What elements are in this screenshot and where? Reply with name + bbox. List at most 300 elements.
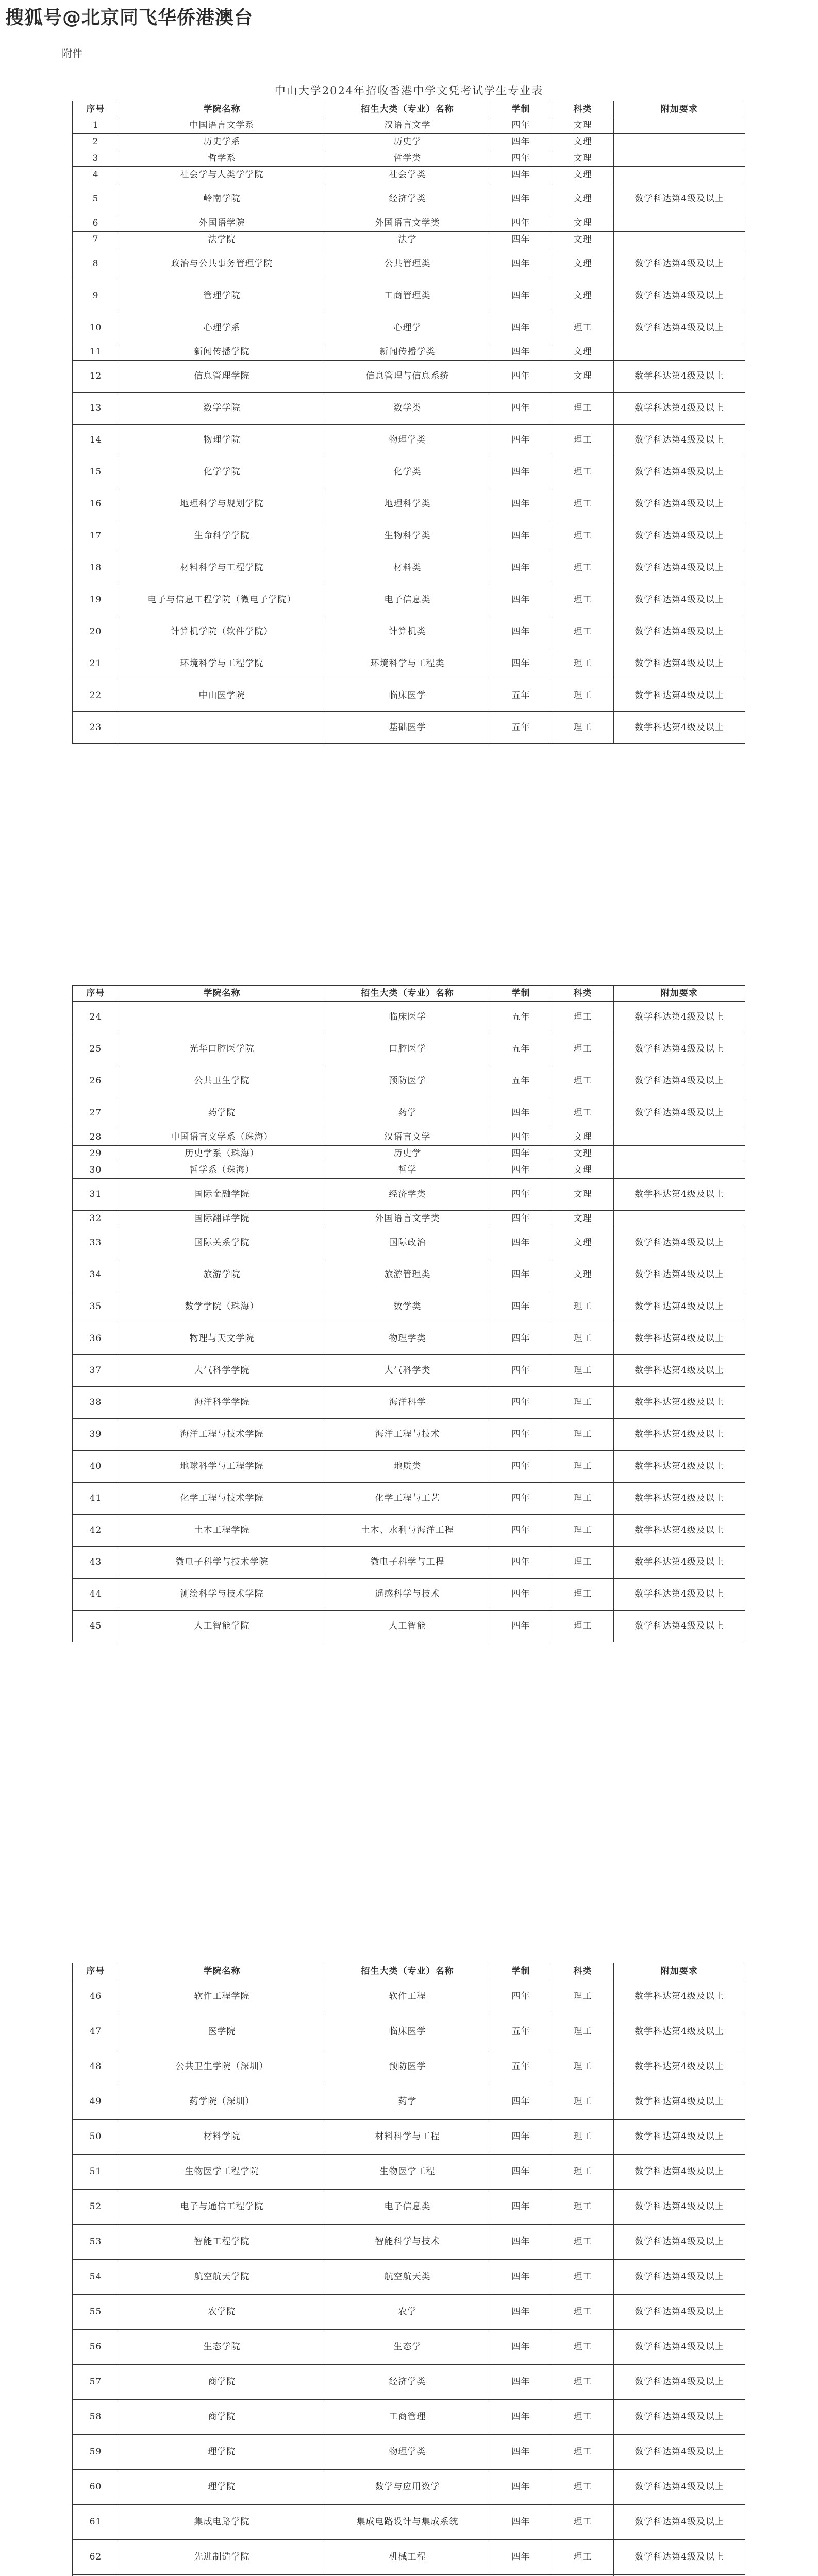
requirement: 数学科达第4级及以上 [614, 1033, 745, 1065]
major-name: 外国语言文学类 [325, 215, 490, 232]
major-name: 药学 [325, 2084, 490, 2120]
table-row [73, 280, 745, 312]
duration: 四年 [490, 2435, 552, 2470]
table-row [73, 1355, 745, 1387]
duration: 四年 [490, 456, 552, 488]
major-name: 临床医学 [325, 2014, 490, 2049]
row-number: 37 [73, 1355, 119, 1387]
table-header-row [73, 1963, 745, 1979]
major-name: 法学 [325, 232, 490, 248]
header-years: 学制 [490, 101, 552, 117]
subject-track: 文理 [552, 215, 614, 232]
major-name: 汉语言文学 [325, 1129, 490, 1146]
subject-track: 文理 [552, 1146, 614, 1162]
duration: 四年 [490, 280, 552, 312]
row-number: 14 [73, 425, 119, 456]
major-name: 集成电路设计与集成系统 [325, 2505, 490, 2540]
table-row [73, 2190, 745, 2225]
requirement: 数学科达第4级及以上 [614, 2190, 745, 2225]
college-name: 材料科学与工程学院 [119, 552, 325, 584]
major-name: 航空航天类 [325, 2260, 490, 2295]
college-name: 测绘科学与技术学院 [119, 1579, 325, 1611]
attachment-label: 附件 [62, 47, 82, 60]
row-number: 3 [73, 150, 119, 167]
college-name: 软件工程学院 [119, 1979, 325, 2014]
duration: 四年 [490, 1451, 552, 1483]
row-number: 27 [73, 1097, 119, 1129]
table-row [73, 2014, 745, 2049]
row-number: 53 [73, 2225, 119, 2260]
row-number: 32 [73, 1211, 119, 1227]
duration: 五年 [490, 2049, 552, 2084]
table-row [73, 1033, 745, 1065]
subject-track: 理工 [552, 1002, 614, 1033]
subject-track: 文理 [552, 183, 614, 215]
row-number: 7 [73, 232, 119, 248]
table-row [73, 712, 745, 744]
duration: 四年 [490, 1515, 552, 1547]
table-row [73, 232, 745, 248]
major-name: 生物科学类 [325, 520, 490, 552]
table-row [73, 1097, 745, 1129]
major-name: 经济学类 [325, 2365, 490, 2400]
subject-track: 理工 [552, 2014, 614, 2049]
duration: 四年 [490, 344, 552, 361]
subject-track: 理工 [552, 2365, 614, 2400]
duration: 四年 [490, 361, 552, 393]
duration: 四年 [490, 117, 552, 134]
major-name: 遥感科学与技术 [325, 1579, 490, 1611]
row-number: 11 [73, 344, 119, 361]
college-name: 心理学系 [119, 312, 325, 344]
college-name: 信息管理学院 [119, 361, 325, 393]
major-name: 物理学类 [325, 425, 490, 456]
college-name: 商学院 [119, 2365, 325, 2400]
major-name: 哲学类 [325, 150, 490, 167]
requirement: 数学科达第4级及以上 [614, 712, 745, 744]
subject-track: 文理 [552, 1179, 614, 1211]
table-row [73, 1323, 745, 1355]
duration: 四年 [490, 1387, 552, 1419]
college-name: 旅游学院 [119, 1259, 325, 1291]
college-name: 商学院 [119, 2400, 325, 2435]
college-name: 外国语学院 [119, 215, 325, 232]
table-row [73, 167, 745, 183]
subject-track: 理工 [552, 2470, 614, 2505]
major-name: 工商管理类 [325, 280, 490, 312]
table-row [73, 2295, 745, 2330]
subject-track: 理工 [552, 2225, 614, 2260]
duration: 五年 [490, 1065, 552, 1097]
requirement: 数学科达第4级及以上 [614, 1419, 745, 1451]
table-row [73, 1259, 745, 1291]
college-name: 公共卫生学院 [119, 1065, 325, 1097]
duration: 四年 [490, 1227, 552, 1259]
table-row [73, 2540, 745, 2575]
subject-track: 文理 [552, 167, 614, 183]
college-name: 岭南学院 [119, 183, 325, 215]
major-name: 新闻传播学类 [325, 344, 490, 361]
header-college: 学院名称 [119, 986, 325, 1002]
subject-track: 理工 [552, 680, 614, 712]
requirement: 数学科达第4级及以上 [614, 1097, 745, 1129]
table-row [73, 425, 745, 456]
requirement: 数学科达第4级及以上 [614, 1451, 745, 1483]
requirement: 数学科达第4级及以上 [614, 361, 745, 393]
header-requirement: 附加要求 [614, 101, 745, 117]
major-name: 地理科学类 [325, 488, 490, 520]
requirement: 数学科达第4级及以上 [614, 2295, 745, 2330]
duration: 四年 [490, 2120, 552, 2155]
requirement: 数学科达第4级及以上 [614, 2155, 745, 2190]
subject-track: 理工 [552, 1547, 614, 1579]
subject-track: 理工 [552, 1979, 614, 2014]
college-name: 新闻传播学院 [119, 344, 325, 361]
table-row [73, 1547, 745, 1579]
header-major: 招生大类（专业）名称 [325, 1963, 490, 1979]
subject-track: 文理 [552, 1129, 614, 1146]
header-no: 序号 [73, 1963, 119, 1979]
table-row [73, 2330, 745, 2365]
table-row [73, 2505, 745, 2540]
requirement: 数学科达第4级及以上 [614, 1579, 745, 1611]
college-name: 物理与天文学院 [119, 1323, 325, 1355]
duration: 四年 [490, 552, 552, 584]
row-number: 17 [73, 520, 119, 552]
subject-track: 理工 [552, 712, 614, 744]
row-number: 42 [73, 1515, 119, 1547]
row-number: 57 [73, 2365, 119, 2400]
subject-track: 理工 [552, 2120, 614, 2155]
header-major: 招生大类（专业）名称 [325, 101, 490, 117]
duration: 四年 [490, 1211, 552, 1227]
row-number: 33 [73, 1227, 119, 1259]
college-name: 药学院 [119, 1097, 325, 1129]
college-name: 海洋工程与技术学院 [119, 1419, 325, 1451]
college-name: 生命科学学院 [119, 520, 325, 552]
duration: 四年 [490, 150, 552, 167]
requirement: 数学科达第4级及以上 [614, 680, 745, 712]
header-years: 学制 [490, 986, 552, 1002]
requirement: 数学科达第4级及以上 [614, 1979, 745, 2014]
duration: 五年 [490, 1002, 552, 1033]
row-number: 9 [73, 280, 119, 312]
row-number: 54 [73, 2260, 119, 2295]
row-number: 21 [73, 648, 119, 680]
college-name: 法学院 [119, 232, 325, 248]
table-row [73, 616, 745, 648]
row-number: 25 [73, 1033, 119, 1065]
requirement: 数学科达第4级及以上 [614, 312, 745, 344]
requirement [614, 1146, 745, 1162]
table-row [73, 1162, 745, 1179]
table-row [73, 2435, 745, 2470]
row-number: 43 [73, 1547, 119, 1579]
college-name: 农学院 [119, 2295, 325, 2330]
major-name: 汉语言文学 [325, 117, 490, 134]
row-number: 6 [73, 215, 119, 232]
table-row [73, 2365, 745, 2400]
major-table-3 [72, 1963, 745, 2576]
row-number: 48 [73, 2049, 119, 2084]
major-name: 化学类 [325, 456, 490, 488]
table-row [73, 2120, 745, 2155]
table-row [73, 2225, 745, 2260]
college-name: 电子与通信工程学院 [119, 2190, 325, 2225]
requirement: 数学科达第4级及以上 [614, 1355, 745, 1387]
major-name: 数学与应用数学 [325, 2470, 490, 2505]
major-name: 信息管理与信息系统 [325, 361, 490, 393]
table-row [73, 1129, 745, 1146]
subject-track: 理工 [552, 1515, 614, 1547]
duration: 五年 [490, 2014, 552, 2049]
duration: 四年 [490, 1259, 552, 1291]
major-name: 电子信息类 [325, 2190, 490, 2225]
header-college: 学院名称 [119, 1963, 325, 1979]
college-name: 哲学系 [119, 150, 325, 167]
major-name: 经济学类 [325, 1179, 490, 1211]
duration: 四年 [490, 488, 552, 520]
row-number: 23 [73, 712, 119, 744]
requirement [614, 344, 745, 361]
major-name: 环境科学与工程类 [325, 648, 490, 680]
subject-track: 理工 [552, 2084, 614, 2120]
college-name: 管理学院 [119, 280, 325, 312]
college-name: 国际金融学院 [119, 1179, 325, 1211]
requirement: 数学科达第4级及以上 [614, 2084, 745, 2120]
header-track: 科类 [552, 986, 614, 1002]
row-number: 16 [73, 488, 119, 520]
table-row [73, 134, 745, 150]
duration: 四年 [490, 584, 552, 616]
row-number: 47 [73, 2014, 119, 2049]
subject-track: 文理 [552, 361, 614, 393]
major-name: 材料类 [325, 552, 490, 584]
college-name [119, 712, 325, 744]
major-name: 哲学 [325, 1162, 490, 1179]
row-number: 31 [73, 1179, 119, 1211]
subject-track: 理工 [552, 1419, 614, 1451]
major-name: 历史学 [325, 1146, 490, 1162]
requirement: 数学科达第4级及以上 [614, 1547, 745, 1579]
table-row [73, 456, 745, 488]
requirement: 数学科达第4级及以上 [614, 1611, 745, 1642]
college-name: 社会学与人类学学院 [119, 167, 325, 183]
major-name: 物理学类 [325, 2435, 490, 2470]
row-number: 13 [73, 393, 119, 425]
requirement: 数学科达第4级及以上 [614, 2330, 745, 2365]
subject-track: 文理 [552, 134, 614, 150]
major-name: 大气科学类 [325, 1355, 490, 1387]
major-name: 农学 [325, 2295, 490, 2330]
requirement: 数学科达第4级及以上 [614, 1323, 745, 1355]
college-name: 中国语言文学系 [119, 117, 325, 134]
college-name: 理学院 [119, 2435, 325, 2470]
subject-track: 理工 [552, 2260, 614, 2295]
requirement: 数学科达第4级及以上 [614, 248, 745, 280]
table-row [73, 393, 745, 425]
table-row [73, 117, 745, 134]
duration: 四年 [490, 2225, 552, 2260]
major-name: 软件工程 [325, 1979, 490, 2014]
table-row [73, 1291, 745, 1323]
row-number: 8 [73, 248, 119, 280]
requirement: 数学科达第4级及以上 [614, 1515, 745, 1547]
duration: 四年 [490, 167, 552, 183]
row-number: 44 [73, 1579, 119, 1611]
requirement: 数学科达第4级及以上 [614, 2365, 745, 2400]
duration: 四年 [490, 248, 552, 280]
requirement: 数学科达第4级及以上 [614, 2400, 745, 2435]
major-name: 物理学类 [325, 1323, 490, 1355]
subject-track: 文理 [552, 117, 614, 134]
major-name: 生物医学工程 [325, 2155, 490, 2190]
requirement [614, 117, 745, 134]
table-row [73, 2470, 745, 2505]
subject-track: 文理 [552, 1162, 614, 1179]
subject-track: 文理 [552, 1259, 614, 1291]
major-name: 口腔医学 [325, 1033, 490, 1065]
duration: 四年 [490, 2190, 552, 2225]
subject-track: 理工 [552, 488, 614, 520]
row-number: 60 [73, 2470, 119, 2505]
header-no: 序号 [73, 986, 119, 1002]
major-name: 公共管理类 [325, 248, 490, 280]
college-name: 国际翻译学院 [119, 1211, 325, 1227]
duration: 四年 [490, 2330, 552, 2365]
table-row [73, 680, 745, 712]
requirement: 数学科达第4级及以上 [614, 616, 745, 648]
major-name: 人工智能 [325, 1611, 490, 1642]
major-name: 海洋科学 [325, 1387, 490, 1419]
duration: 四年 [490, 1579, 552, 1611]
requirement [614, 215, 745, 232]
subject-track: 文理 [552, 248, 614, 280]
requirement: 数学科达第4级及以上 [614, 1387, 745, 1419]
requirement: 数学科达第4级及以上 [614, 2540, 745, 2575]
duration: 四年 [490, 1097, 552, 1129]
duration: 四年 [490, 1483, 552, 1515]
row-number: 40 [73, 1451, 119, 1483]
subject-track: 理工 [552, 2190, 614, 2225]
row-number: 59 [73, 2435, 119, 2470]
college-name: 数学学院 [119, 393, 325, 425]
header-track: 科类 [552, 1963, 614, 1979]
table-row [73, 1579, 745, 1611]
duration: 四年 [490, 1323, 552, 1355]
row-number: 28 [73, 1129, 119, 1146]
row-number: 1 [73, 117, 119, 134]
subject-track: 理工 [552, 2400, 614, 2435]
row-number: 35 [73, 1291, 119, 1323]
table-row [73, 312, 745, 344]
row-number: 4 [73, 167, 119, 183]
college-name: 药学院（深圳） [119, 2084, 325, 2120]
duration: 四年 [490, 312, 552, 344]
duration: 四年 [490, 1179, 552, 1211]
college-name: 政治与公共事务管理学院 [119, 248, 325, 280]
row-number: 20 [73, 616, 119, 648]
requirement: 数学科达第4级及以上 [614, 520, 745, 552]
major-name: 临床医学 [325, 680, 490, 712]
subject-track: 文理 [552, 232, 614, 248]
college-name: 集成电路学院 [119, 2505, 325, 2540]
major-name: 材料科学与工程 [325, 2120, 490, 2155]
subject-track: 文理 [552, 344, 614, 361]
major-name: 心理学 [325, 312, 490, 344]
row-number: 52 [73, 2190, 119, 2225]
row-number: 45 [73, 1611, 119, 1642]
requirement: 数学科达第4级及以上 [614, 2049, 745, 2084]
duration: 四年 [490, 393, 552, 425]
duration: 四年 [490, 2505, 552, 2540]
subject-track: 文理 [552, 280, 614, 312]
college-name: 地球科学与工程学院 [119, 1451, 325, 1483]
college-name: 生态学院 [119, 2330, 325, 2365]
college-name: 理学院 [119, 2470, 325, 2505]
college-name: 人工智能学院 [119, 1611, 325, 1642]
row-number: 51 [73, 2155, 119, 2190]
major-name: 社会学类 [325, 167, 490, 183]
major-name: 工商管理 [325, 2400, 490, 2435]
row-number: 29 [73, 1146, 119, 1162]
table-row [73, 2400, 745, 2435]
major-name: 药学 [325, 1097, 490, 1129]
college-name: 土木工程学院 [119, 1515, 325, 1547]
duration: 四年 [490, 425, 552, 456]
table-row [73, 1146, 745, 1162]
subject-track: 理工 [552, 456, 614, 488]
requirement: 数学科达第4级及以上 [614, 425, 745, 456]
row-number: 34 [73, 1259, 119, 1291]
college-name: 数学学院（珠海） [119, 1291, 325, 1323]
subject-track: 理工 [552, 584, 614, 616]
table-row [73, 1227, 745, 1259]
requirement: 数学科达第4级及以上 [614, 280, 745, 312]
major-name: 化学工程与工艺 [325, 1483, 490, 1515]
table-row [73, 1515, 745, 1547]
requirement: 数学科达第4级及以上 [614, 488, 745, 520]
requirement: 数学科达第4级及以上 [614, 1179, 745, 1211]
table-row [73, 1002, 745, 1033]
subject-track: 文理 [552, 1227, 614, 1259]
requirement: 数学科达第4级及以上 [614, 456, 745, 488]
row-number: 56 [73, 2330, 119, 2365]
row-number: 55 [73, 2295, 119, 2330]
table-row [73, 1179, 745, 1211]
table-row [73, 520, 745, 552]
requirement: 数学科达第4级及以上 [614, 1002, 745, 1033]
college-name: 微电子科学与技术学院 [119, 1547, 325, 1579]
header-requirement: 附加要求 [614, 1963, 745, 1979]
table-row [73, 150, 745, 167]
requirement: 数学科达第4级及以上 [614, 2120, 745, 2155]
requirement: 数学科达第4级及以上 [614, 552, 745, 584]
duration: 四年 [490, 1146, 552, 1162]
table-row [73, 1387, 745, 1419]
subject-track: 理工 [552, 1579, 614, 1611]
major-name: 电子信息类 [325, 584, 490, 616]
subject-track: 理工 [552, 1097, 614, 1129]
requirement: 数学科达第4级及以上 [614, 1065, 745, 1097]
watermark: 搜狐号@北京同飞华侨港澳台 [5, 7, 254, 28]
table-row [73, 2260, 745, 2295]
major-name: 数学类 [325, 393, 490, 425]
header-major: 招生大类（专业）名称 [325, 986, 490, 1002]
subject-track: 理工 [552, 1483, 614, 1515]
duration: 四年 [490, 2365, 552, 2400]
row-number: 18 [73, 552, 119, 584]
